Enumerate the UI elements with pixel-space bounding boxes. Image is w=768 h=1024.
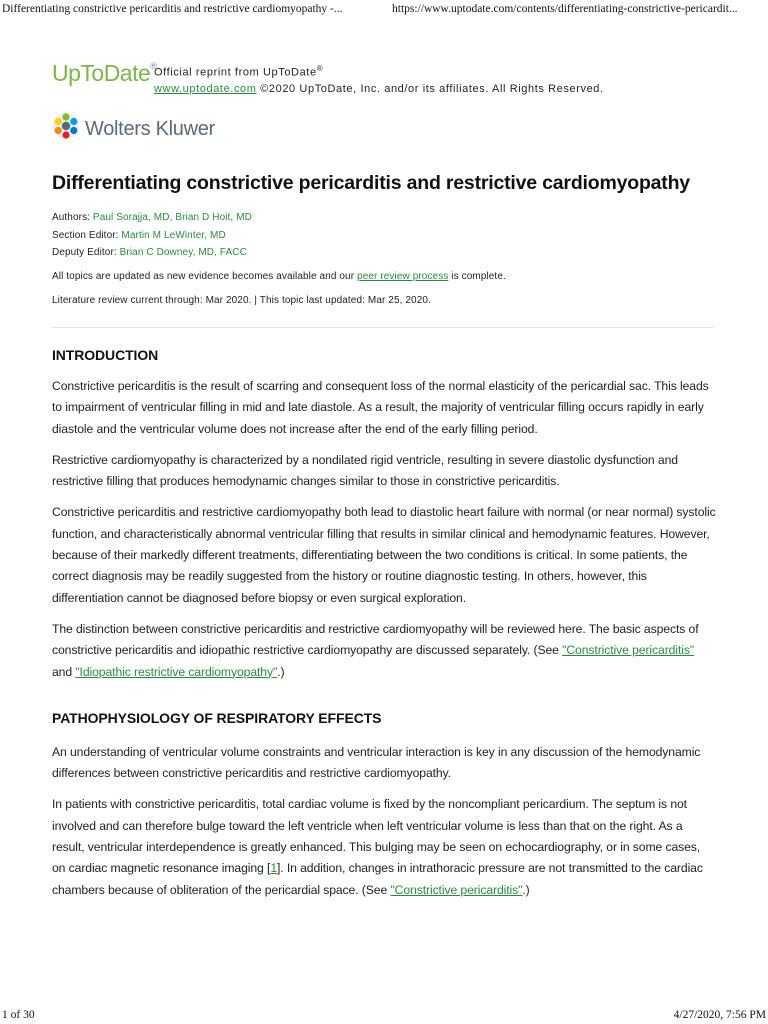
article-body (52, 346, 716, 911)
page-counter: 1 of 30 (2, 1009, 35, 1021)
print-footer (0, 1009, 768, 1024)
constrictive-pericarditis-link[interactable]: "Constrictive pericarditis" (562, 643, 695, 658)
introduction-heading: INTRODUCTION (52, 347, 159, 363)
update-note-pre: All topics are updated as new evidence becomes available and our (52, 270, 358, 282)
literature-review-line: Literature review current through: Mar 2020. | This topic last updated: Mar 25, 2020. (52, 295, 431, 306)
section-divider (52, 327, 714, 328)
deputy-editor-label: Deputy Editor: (52, 247, 120, 258)
article-title: Differentiating constrictive pericarditis and restrictive cardiomyopathy (52, 172, 690, 194)
reprint-line: Official reprint from UpToDate (154, 66, 317, 79)
print-header (0, 0, 768, 18)
patho-p2-text-b: ]. In addition, changes in intrathoracic pressure are not transmitted to the cardiac chambers because of obliteration of the pericardial space. (See (52, 861, 703, 897)
copyright-text: ©2020 UpToDate, Inc. and/or its affiliates. All Rights Reserved. (256, 82, 604, 95)
uptodate-logo-mark: ® (150, 61, 157, 72)
wolters-kluwer-logo (52, 112, 252, 144)
intro-p4-text-a: The distinction between constrictive pericarditis and restrictive cardiomyopathy will be reviewed here. The basic aspects of constrictive pericarditis and idiopathic restrictive cardiomyopathy are discussed separately. (See (52, 621, 699, 658)
uptodate-logo-text: UpToDate (52, 60, 151, 86)
deputy-editor-line (52, 244, 722, 262)
update-note-post: is complete. (448, 270, 506, 282)
constrictive-pericarditis-link-2[interactable]: "Constrictive pericarditis" (390, 882, 523, 897)
patho-paragraph-1: An understanding of ventricular volume constraints and ventricular interaction is key in any discussion of the hemodynamic differences between constrictive pericarditis and restrictive cardiomyopathy. (52, 744, 701, 781)
patho-paragraph-2 (52, 794, 716, 900)
patho-p2-text-c: .) (522, 882, 530, 897)
restrictive-cardiomyopathy-link[interactable]: "Idiopathic restrictive cardiomyopathy" (75, 664, 278, 679)
uptodate-logo (52, 60, 156, 87)
section-editor-link[interactable]: Martin M LeWinter, MD (121, 229, 226, 241)
brand-block (52, 60, 712, 100)
intro-paragraph-1: Constrictive pericarditis is the result of scarring and consequent loss of the normal elasticity of the pericardial sac. This leads to impairment of ventricular filling in mid and late diastole. As a result, the majority of ventricular filling occurs rapidly in early diastole and the ventricular volume does not increase after the end of the early filling period. (52, 379, 709, 436)
section-editor-line (52, 227, 722, 245)
peer-review-link[interactable]: peer review process (357, 270, 449, 282)
intro-paragraph-3: Constrictive pericarditis and restrictive cardiomyopathy both lead to diastolic heart failure with normal (or near normal) systolic function, and characteristically abnormal ventricular filling that results in similar clinical and hemodynamic features. However, because of their markedly different treatments, differentiating between the two conditions is critical. In some patients, the correct diagnosis may be readily suggested from the history or routine diagnostic testing. In others, however, this differentiation cannot be diagnosed before biopsy or even surgical exploration. (52, 505, 716, 605)
wk-globe-icon (52, 112, 80, 140)
patho-p2-text-a: In patients with constrictive pericarditis, total cardiac volume is fixed by the noncompliant pericardium. The septum is not involved and can therefore bulge toward the left ventricle when left ventricular volume is less than that on the right. As a result, ventricular interdependence is greatly enhanced. This bulging may be seen on echocardiography, or in some cases, on cardiac magnetic resonance imaging [ (52, 797, 701, 876)
reprint-notice (154, 61, 604, 97)
author-link-sorajja[interactable]: Paul Sorajja, MD (92, 212, 170, 223)
deputy-editor-link[interactable]: Brian C Downey, MD, FACC (119, 247, 247, 258)
print-date: 4/27/2020, 7:56 PM (673, 1009, 766, 1021)
pathophysiology-heading: PATHOPHYSIOLOGY OF RESPIRATORY EFFECTS (52, 709, 382, 726)
update-note (52, 268, 722, 286)
intro-paragraph-2: Restrictive cardiomyopathy is characterized by a nondilated rigid ventricle, resulting in severe diastolic dysfunction and restrictive filling that produces hemodynamic changes similar to those in constrictive pericarditis. (52, 452, 678, 489)
wolters-kluwer-name: Wolters Kluwer (85, 118, 215, 140)
print-page-title: Differentiating constrictive pericarditis and restrictive cardiomyopathy -... (2, 3, 343, 15)
section-editor-label: Section Editor: (52, 229, 122, 241)
reference-link-1[interactable]: 1 (270, 861, 277, 876)
uptodate-site-link[interactable]: www.uptodate.com (154, 82, 257, 95)
authors-line (52, 209, 722, 227)
article-meta (52, 209, 722, 310)
print-page-url: https://www.uptodate.com/contents/differentiating-constrictive-pericardit... (392, 3, 738, 15)
reprint-mark: ® (316, 64, 324, 73)
intro-paragraph-4 (52, 619, 716, 683)
authors-label: Authors: (52, 212, 93, 223)
author-link-hoit[interactable]: Brian D Hoit, MD (175, 212, 252, 223)
author-separator: , (169, 212, 176, 223)
intro-p4-text-b: and (52, 664, 76, 679)
intro-p4-text-c: .) (277, 664, 285, 679)
